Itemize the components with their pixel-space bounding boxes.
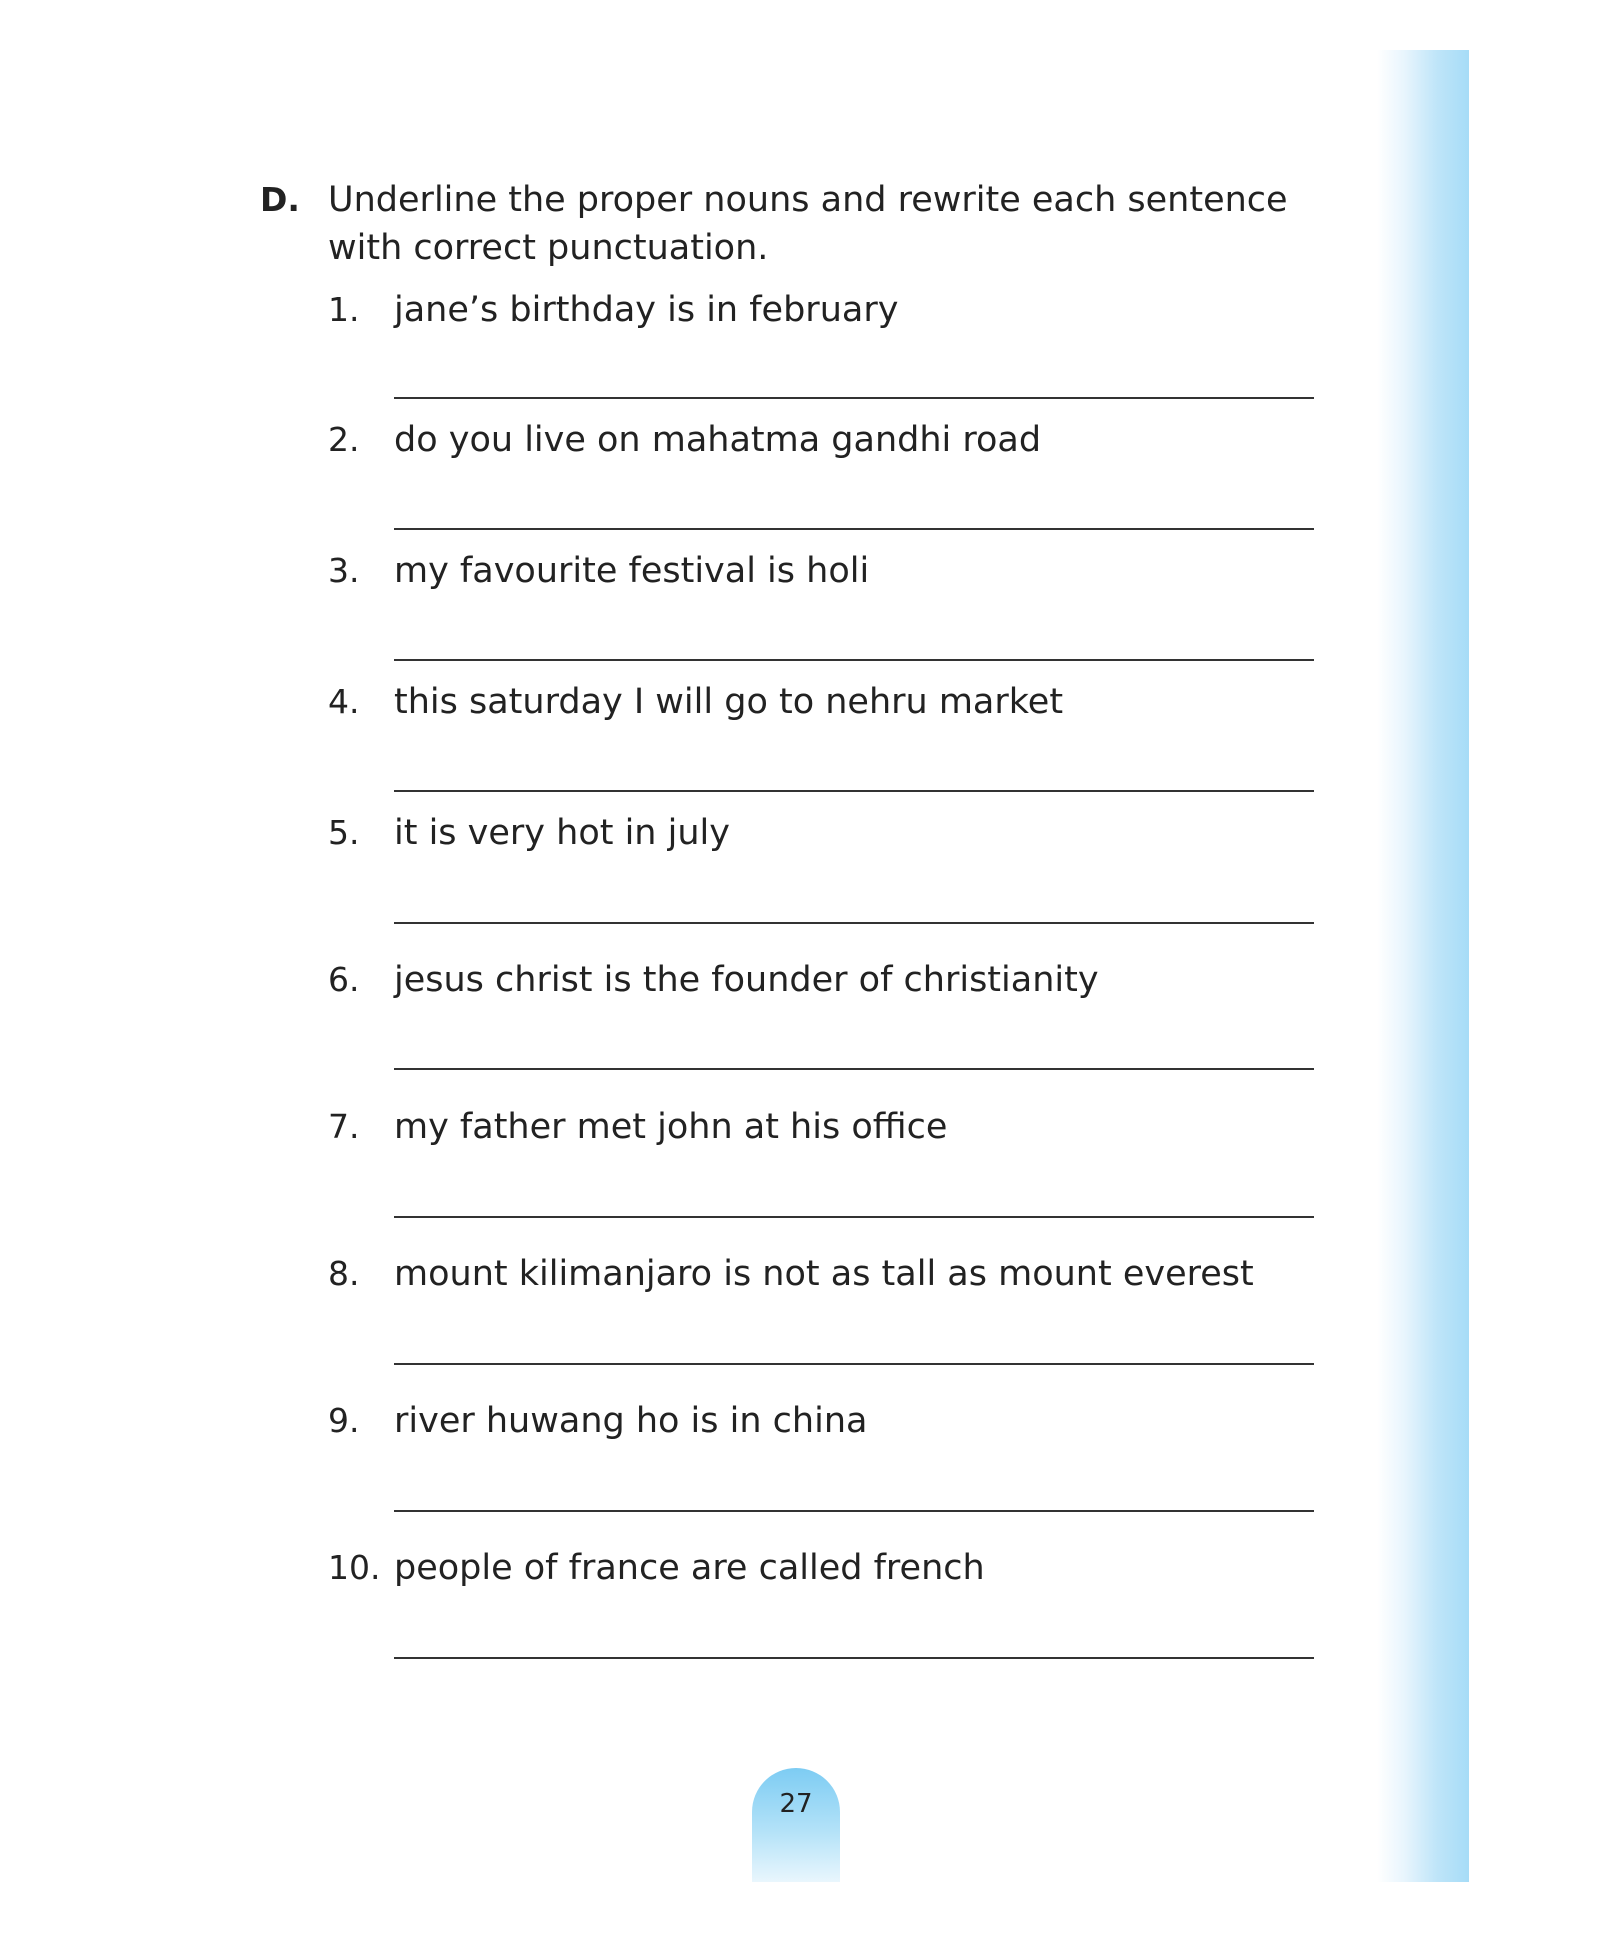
answer-line[interactable]: [394, 1363, 1314, 1365]
question-text: jesus christ is the founder of christianity: [394, 960, 1099, 1000]
exercise-instruction: Underline the proper nouns and rewrite each sentence with correct punctuation.: [328, 180, 1288, 268]
answer-line[interactable]: [394, 1068, 1314, 1070]
question-number: 4.: [328, 682, 360, 721]
question-number: 7.: [328, 1107, 360, 1146]
question-text: jane’s birthday is in february: [394, 290, 899, 330]
answer-line[interactable]: [394, 397, 1314, 399]
question-text: people of france are called french: [394, 1548, 985, 1588]
exercise-letter: D.: [260, 180, 300, 219]
question-number: 3.: [328, 551, 360, 590]
page-number: 27: [779, 1789, 813, 1819]
question-number: 2.: [328, 420, 360, 459]
question-text: my father met john at his office: [394, 1107, 948, 1147]
question-number: 9.: [328, 1401, 360, 1440]
answer-line[interactable]: [394, 1510, 1314, 1512]
question-text: it is very hot in july: [394, 813, 730, 853]
question-number: 6.: [328, 960, 360, 999]
question-number: 1.: [328, 290, 360, 329]
question-text: mount kilimanjaro is not as tall as mount everest: [394, 1254, 1254, 1294]
question-number: 8.: [328, 1254, 360, 1293]
question-text: my favourite festival is holi: [394, 551, 870, 591]
question-number: 10.: [328, 1548, 381, 1587]
question-text: this saturday I will go to nehru market: [394, 682, 1064, 722]
answer-line[interactable]: [394, 659, 1314, 661]
question-text: do you live on mahatma gandhi road: [394, 420, 1042, 460]
answer-line[interactable]: [394, 1657, 1314, 1659]
answer-line[interactable]: [394, 1216, 1314, 1218]
answer-line[interactable]: [394, 528, 1314, 530]
answer-line[interactable]: [394, 922, 1314, 924]
question-number: 5.: [328, 813, 360, 852]
answer-line[interactable]: [394, 790, 1314, 792]
question-text: river huwang ho is in china: [394, 1401, 868, 1441]
page-number-tab: [752, 1768, 840, 1882]
